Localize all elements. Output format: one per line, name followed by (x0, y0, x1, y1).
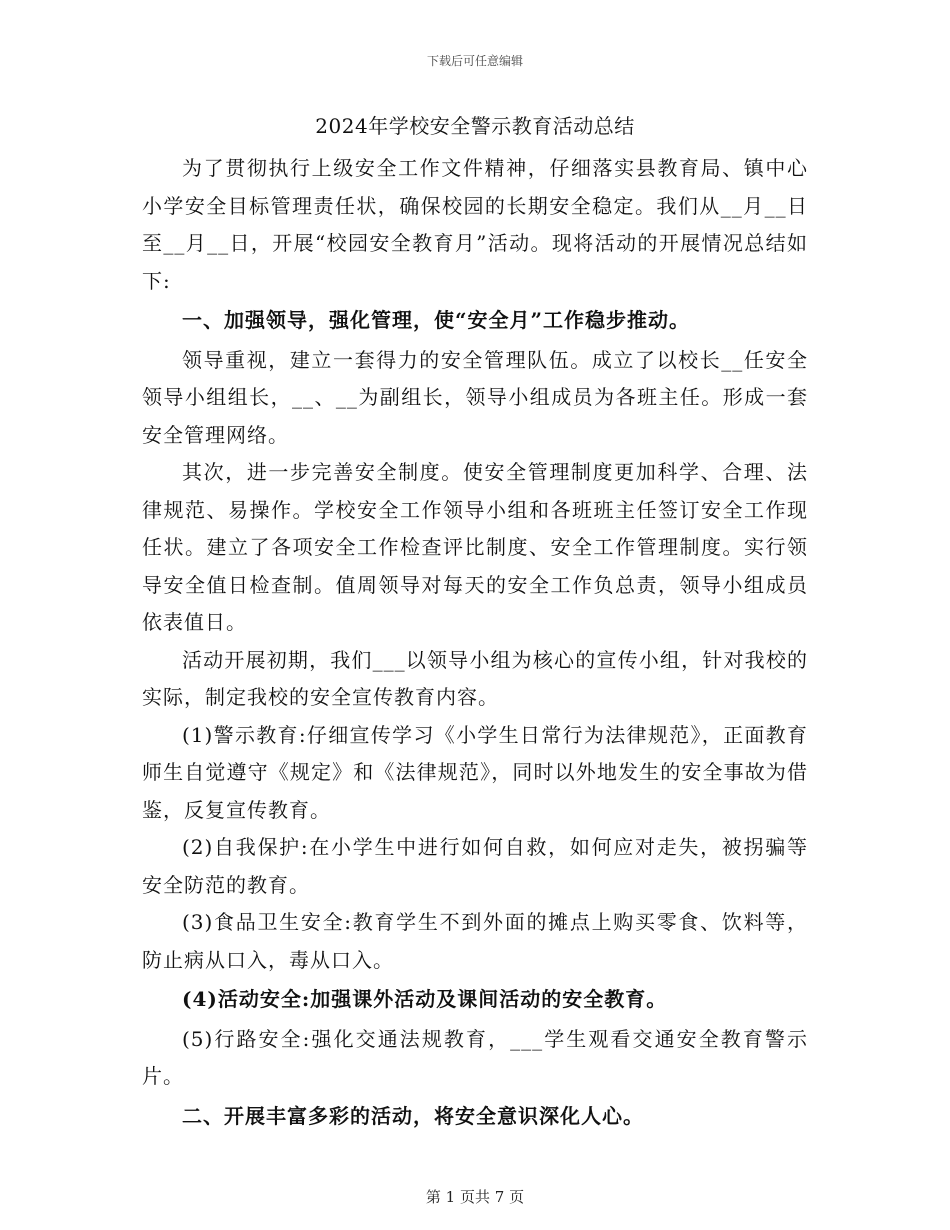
paragraph: 活动开展初期，我们___以领导小组为核心的宣传小组，针对我校的实际，制定我校的安全宣传教育内容。 (142, 647, 808, 709)
section-heading: 一、加强领导，强化管理，使“安全月”工作稳步推动。 (182, 308, 691, 332)
section-heading: (4)活动安全:加强课外活动及课间活动的安全教育。 (182, 987, 668, 1011)
paragraph: 其次，进一步完善安全制度。使安全管理制度更加科学、合理、法律规范、易操作。学校安全工作领导小组和各班班主任签订安全工作现任状。建立了各项安全工作检查评比制度、安全工作管理制度。实行领导安全值日检查制。值周领导对每天的安全工作负总责，领导小组成员依表值日。 (142, 460, 808, 634)
paragraph: (5)行路安全:强化交通法规教育，___学生观看交通安全教育警示片。 (142, 1026, 808, 1088)
paragraph: (2)自我保护:在小学生中进行如何自救，如何应对走失，被拐骗等安全防范的教育。 (142, 835, 808, 897)
page-header: 下载后可任意编辑 (426, 54, 523, 68)
page-footer: 第 1 页共 7 页 (425, 1188, 525, 1206)
section-heading: 二、开展丰富多彩的活动，将安全意识深化人心。 (182, 1103, 644, 1128)
document-body (142, 108, 808, 1137)
paragraph-list (142, 150, 808, 1135)
paragraph: 为了贯彻执行上级安全工作文件精神，仔细落实县教育局、镇中心小学安全目标管理责任状，确保校园的长期安全稳定。我们从__月__日至__月__日，开展“校园安全教育月”活动。现将活动的开展情况总结如下: (142, 156, 808, 293)
paragraph: 领导重视，建立一套得力的安全管理队伍。成立了以校长__任安全领导小组组长，__、__为副组长，领导小组成员为各班主任。形成一套安全管理网络。 (142, 347, 808, 447)
paragraph: (1)警示教育:仔细宣传学习《小学生日常行为法律规范》，正面教育师生自觉遵守《规定》和《法律规范》，同时以外地发生的安全事故为借鉴，反复宣传教育。 (142, 722, 808, 822)
paragraph: (3)食品卫生安全:教育学生不到外面的摊点上购买零食、饮料等，防止病从口入，毒从口入。 (142, 910, 808, 972)
document-title: 2024年学校安全警示教育活动总结 (315, 114, 635, 138)
